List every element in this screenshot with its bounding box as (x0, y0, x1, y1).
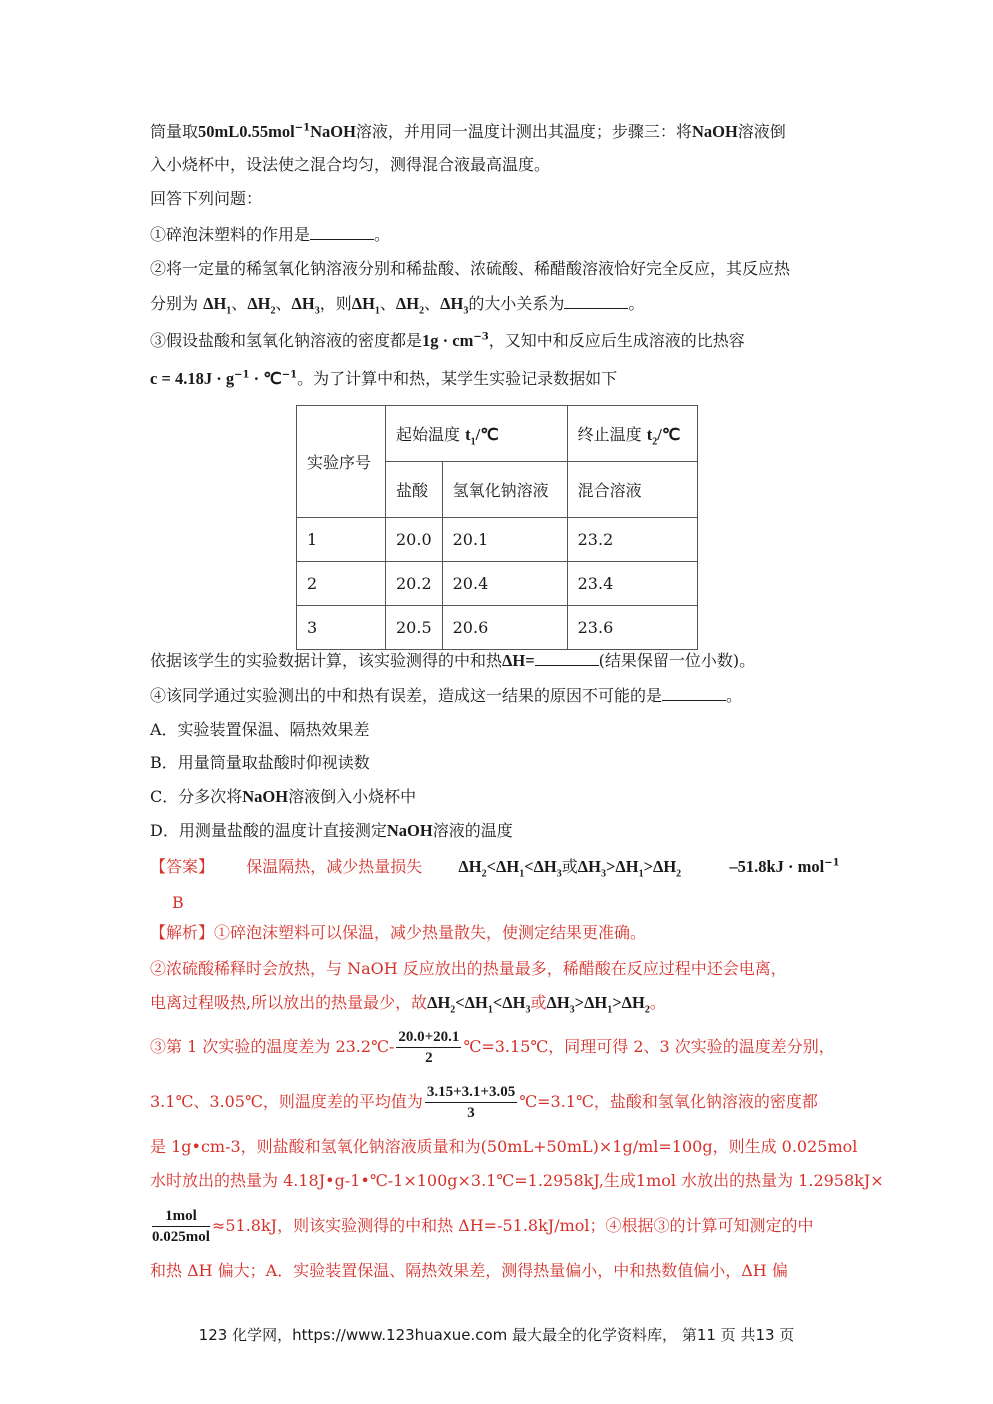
explain-line: $\frac{\text{1mol}}{\text{0.025mol}}$ ≈51.8kJ，则该实验测得的中和热 ΔH=-51.8kJ/mol；④根据③的计算可知测定的中 (152, 1208, 814, 1245)
question-3: ③假设盐酸和氢氧化钠溶液的密度都是$1g \cdot cm^{-3}$，又知中和反应后生成溶液的比热容 (150, 331, 745, 350)
table-header-hcl: 盐酸 (386, 462, 443, 518)
table-header-mix: 混合溶液 (567, 462, 697, 518)
table-header-start: 起始温度 $t_1/℃$ (386, 406, 568, 462)
table-row: 1 20.0 20.1 23.2 (297, 518, 698, 562)
fraction: $\frac{\text{1mol}}{\text{0.025mol}}$ (152, 1208, 210, 1245)
page-footer: 123 化学网，https://www.123huaxue.com 最大最全的化学资料库， 第11 页 共13 页 (198, 1326, 795, 1344)
question-2-cont: 分别为 $\Delta H_1$、$\Delta H_2$、$\Delta H_3$，则$\Delta H_1$、$\Delta H_2$、$\Delta H_3$的大小关系为 。 (150, 294, 645, 317)
answer-line: 【答案】 保温隔热，减少热量损失 $\Delta H_2<\Delta H_1<\Delta H_3$或$\Delta H_3>\Delta H_1>\Delta H_2$ –51.8kJ · mol$^{-1}$ (150, 857, 840, 880)
question-3-cont: $c = 4.18J \cdot g^{-1}$ · ℃$^{-1}$。为了计算中和热，某学生实验记录数据如下 (150, 369, 618, 388)
answer-b: B (172, 893, 184, 912)
table-header-seq: 实验序号 (297, 406, 386, 518)
table-row: 3 20.5 20.6 23.6 (297, 606, 698, 650)
explain-line: 是 1g•cm-3，则盐酸和氢氧化钠溶液质量和为(50mL+50mL)×1g/ml=100g，则生成 0.025mol (150, 1137, 858, 1156)
question-3-calc: 依据该学生的实验数据计算，该实验测得的中和热ΔH= (结果保留一位小数)。 (150, 651, 756, 670)
paragraph-line: 入小烧杯中，设法使之混合均匀，测得混合液最高温度。 (150, 155, 551, 174)
table-header-naoh: 氢氧化钠溶液 (442, 462, 567, 518)
fraction: $\frac{20.0+20.1}{2}$ (398, 1029, 460, 1066)
fraction: $\frac{3.15+3.1+3.05}{3}$ (426, 1084, 516, 1121)
table-header-end: 终止温度 $t_2/℃$ (567, 406, 697, 462)
explain-line: ②浓硫酸稀释时会放热，与 NaOH 反应放出的热量最多，稀醋酸在反应过程中还会电离， (150, 959, 787, 978)
question-1: ①碎泡沫塑料的作用是 。 (150, 225, 391, 244)
answer-blank (662, 685, 726, 701)
answer-tag: 【答案】 (150, 857, 215, 876)
explain-tag: 【解析】 (150, 923, 215, 942)
question-2: ②将一定量的稀氢氧化钠溶液分别和稀盐酸、浓硫酸、稀醋酸溶液恰好完全反应，其反应热 (150, 259, 791, 278)
answer-blank (535, 650, 599, 666)
explain-line: 【解析】①碎泡沫塑料可以保温，减少热量散失，使测定结果更准确。 (150, 923, 647, 942)
explain-line: ③第 1 次实验的温度差为 23.2℃- $\frac{20.0+20.1}{2}$ ℃=3.15℃，同理可得 2、3 次实验的温度差分别， (150, 1029, 835, 1066)
explain-line: 水时放出的热量为 4.18J•g-1•℃-1×100g×3.1℃=1.2958kJ,生成1mol 水放出的热量为 1.2958kJ× (150, 1171, 884, 1190)
paragraph-line: 筒量取50mL0.55mol$^{-1}$NaOH溶液，并用同一温度计测出其温度；步骤三：将NaOH溶液倒 (150, 122, 786, 141)
answer-blank (564, 293, 628, 309)
explain-line: 电离过程吸热,所以放出的热量最少，故$\Delta H_2<\Delta H_1<\Delta H_3$或$\Delta H_3>\Delta H_1>\Delta H_2$。 (150, 993, 666, 1016)
answer-blank (310, 224, 374, 240)
table-row: 2 20.2 20.4 23.4 (297, 562, 698, 606)
explain-line: 和热 ΔH 偏大；A．实验装置保温、隔热效果差，测得热量偏小，中和热数值偏小，ΔH 偏 (150, 1261, 788, 1280)
option-b: B．用量筒量取盐酸时仰视读数 (150, 753, 370, 772)
option-a: A．实验装置保温、隔热效果差 (150, 720, 370, 739)
question-4: ④该同学通过实验测出的中和热有误差，造成这一结果的原因不可能的是 。 (150, 686, 743, 705)
option-d: D．用测量盐酸的温度计直接测定NaOH溶液的温度 (150, 821, 513, 840)
option-c: C．分多次将NaOH溶液倒入小烧杯中 (150, 787, 417, 806)
paragraph-line: 回答下列问题： (150, 189, 263, 208)
data-table (296, 405, 698, 650)
explain-line: 3.1℃、3.05℃，则温度差的平均值为 $\frac{3.15+3.1+3.05}{3}$ ℃=3.1℃，盐酸和氢氧化钠溶液的密度都 (150, 1084, 818, 1121)
